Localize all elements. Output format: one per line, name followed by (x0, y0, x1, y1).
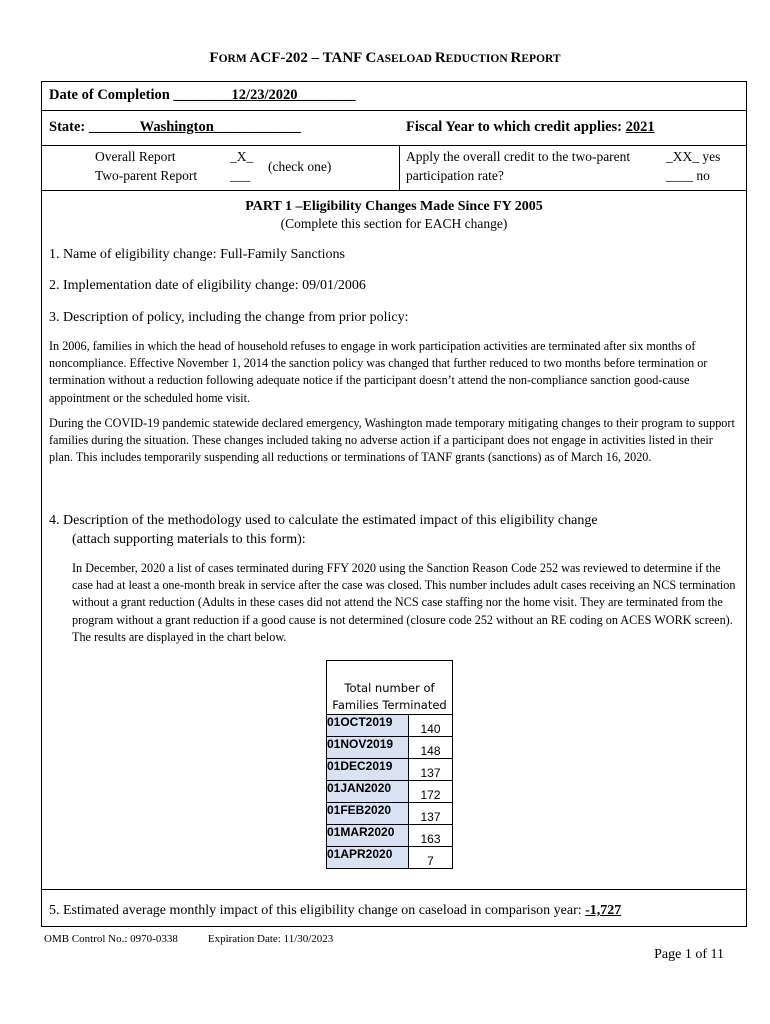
check-one-note: (check one) (268, 159, 332, 174)
row-date: 01APR2020 (327, 847, 409, 869)
part1-heading: PART 1 –Eligibility Changes Made Since FY 2005 (245, 199, 543, 214)
row-count: 148 (409, 737, 453, 759)
table-header: Total number of Families Terminated (327, 661, 453, 715)
expiration-date: Expiration Date: 11/30/2023 (207, 933, 334, 945)
two-parent-report-checkbox[interactable]: ___ (230, 168, 251, 183)
row-count: 7 (409, 847, 453, 869)
row-date: 01DEC2019 (327, 759, 409, 781)
item-1-name-of-change: 1. Name of eligibility change: Full-Family Sanctions (49, 247, 345, 262)
form-title: FORM ACF-202 – TANF CASELOAD REDUCTION REPORT (209, 50, 561, 66)
part1-subheading: (Complete this section for EACH change) (280, 216, 508, 231)
row-count: 137 (409, 759, 453, 781)
overall-report-label: Overall Report (95, 149, 176, 164)
state-row (42, 111, 746, 146)
table-row (327, 847, 453, 869)
table-row (327, 737, 453, 759)
state-field[interactable]: State: _______Washington____________ (49, 119, 301, 135)
row-date: 01JAN2020 (327, 781, 409, 803)
table-row (327, 715, 453, 737)
fiscal-year-field[interactable]: Fiscal Year to which credit applies: 2021 (406, 119, 655, 135)
table-row (327, 803, 453, 825)
table-row (327, 781, 453, 803)
page-number: Page 1 of 11 (654, 947, 724, 962)
policy-paragraph-1: In 2006, families in which the head of household refuses to engage in work participation activities are terminated after six months of noncompliance. Effective November 1, 2014 the sanction policy was changed that further reduced to two months before termination or termination without a reduction following adequate notice if the participant doesn’t attend the non-compliance sanction good-cause appointment or the scheduled home visit. (49, 339, 708, 405)
row-count: 140 (409, 715, 453, 737)
methodology-paragraph: In December, 2020 a list of cases terminated during FFY 2020 using the Sanction Reason Code 252 was reviewed to determine if the case had at least a one-month break in service after the case was closed. This number includes adult cases receiving an NCS termination without a grant reduction (Adults in these cases did not attend the NCS case staffing nor the home visit. They are terminated from the program without a grant reduction if a good cause is not determined (closure code 252 without an RE coding on ACES WORK screen). The results are displayed in the chart below. (72, 561, 736, 644)
row-date: 01MAR2020 (327, 825, 409, 847)
row-date: 01FEB2020 (327, 803, 409, 825)
item-5-estimated-impact: 5. Estimated average monthly impact of this eligibility change on caseload in comparison year: -1,727 (49, 903, 622, 918)
form-body (41, 81, 747, 927)
table-row (327, 759, 453, 781)
report-type-row (42, 146, 746, 191)
apply-credit-yes-option[interactable]: _XX_ yes (666, 149, 721, 164)
apply-credit-question-line2: participation rate? (406, 168, 504, 183)
two-parent-report-label: Two-parent Report (95, 168, 198, 183)
row-count: 172 (409, 781, 453, 803)
apply-credit-question-line1: Apply the overall credit to the two-parent (406, 149, 631, 164)
section-divider (42, 889, 746, 890)
omb-control-number: OMB Control No.: 0970-0338 (44, 933, 178, 945)
estimated-impact-value: -1,727 (585, 903, 622, 918)
footer (44, 933, 333, 945)
row-date: 01OCT2019 (327, 715, 409, 737)
terminations-table (326, 660, 453, 869)
row-count: 163 (409, 825, 453, 847)
policy-paragraph-2: During the COVID-19 pandemic statewide declared emergency, Washington made temporary mitigating changes to their program to support families during the situation. These changes included taking no adverse action if a participant does not engage in activities listed in their plan. This includes temporarily suspending all reductions or terminations of TANF grants (sanctions) as of March 16, 2020. (49, 416, 735, 465)
column-divider (399, 146, 400, 190)
apply-credit-no-option[interactable]: ____ no (666, 168, 710, 183)
completion-date-field[interactable]: Date of Completion ________12/23/2020________ (49, 87, 356, 103)
overall-report-checkbox[interactable]: _X_ (230, 149, 254, 164)
item-3-policy-description: 3. Description of policy, including the change from prior policy: (49, 310, 409, 325)
completion-row (42, 82, 746, 111)
item-2-implementation-date: 2. Implementation date of eligibility change: 09/01/2006 (49, 278, 366, 293)
row-count: 137 (409, 803, 453, 825)
table-row (327, 825, 453, 847)
row-date: 01NOV2019 (327, 737, 409, 759)
item-4-methodology-continued: (attach supporting materials to this form): (72, 532, 306, 547)
item-4-methodology: 4. Description of the methodology used to calculate the estimated impact of this eligibility change (49, 513, 598, 528)
